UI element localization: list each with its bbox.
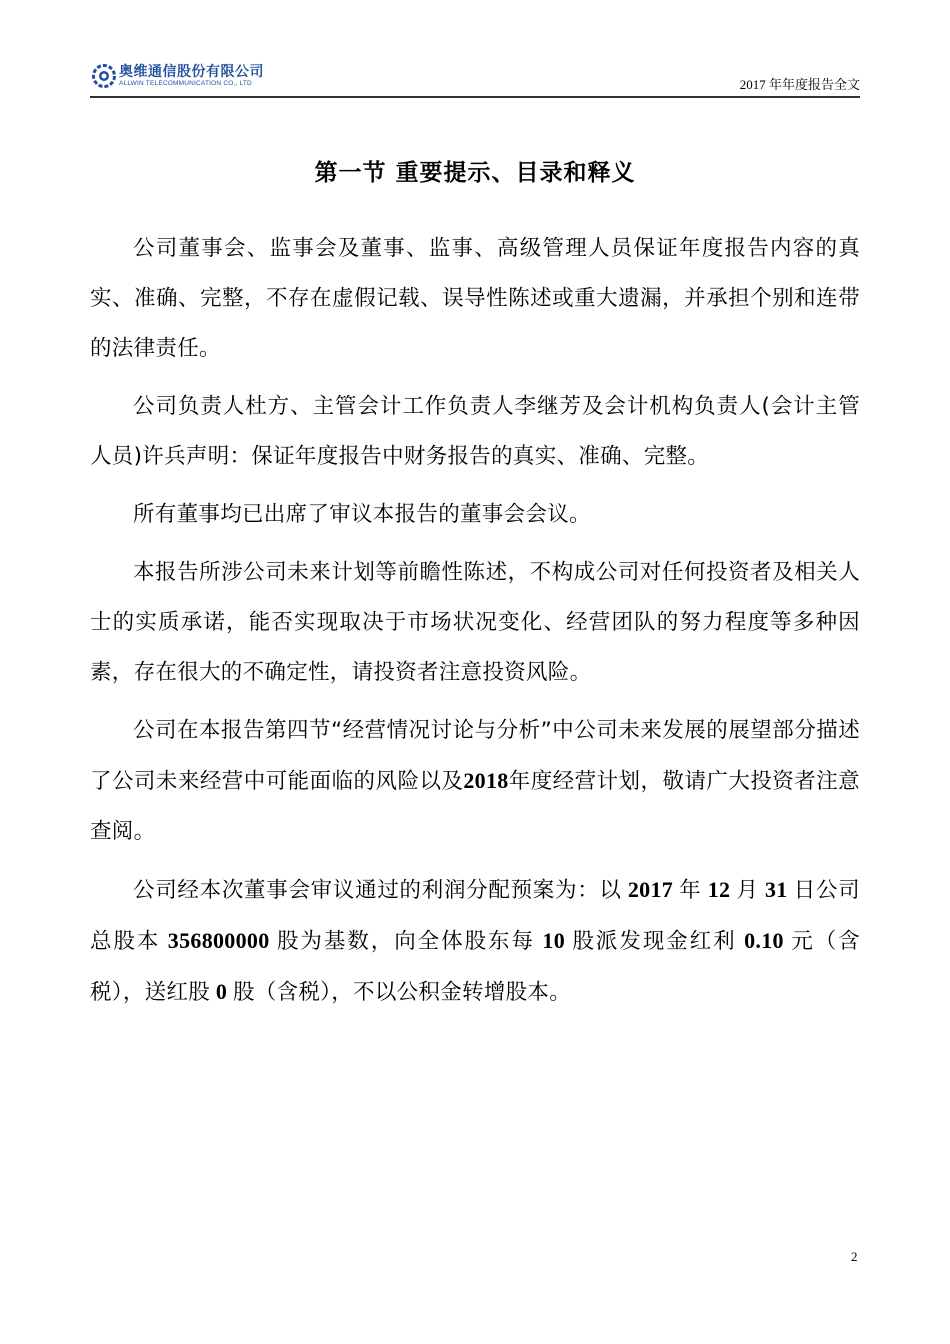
paragraph-text: 月: [736, 878, 759, 903]
paragraph-text: 公司董事会、监事会及董事、监事、高级管理人员保证年度报告内容的真实、准确、完整，不存在虚假记载、误导性陈述或重大遗漏，并承担个别和连带的法律责任。: [90, 236, 860, 361]
paragraph-text: 公司负责人杜方、主管会计工作负责人李继芳及会计机构负责人(会计主管人员)许兵声明：保证年度报告中财务报告的真实、准确、完整。: [90, 394, 860, 469]
paragraph: [90, 706, 860, 857]
company-logo: [92, 64, 264, 88]
bold-number: 0: [210, 979, 233, 1004]
bold-number: 31: [758, 877, 794, 902]
paragraph: [90, 865, 860, 1018]
paragraph: [90, 382, 860, 482]
paragraph-text: 元（含税），送红股: [90, 929, 860, 1005]
paragraph-text: 公司经本次董事会审议通过的利润分配预案为：以: [133, 878, 622, 903]
paragraph-text: 股（含税），不以公积金转增股本。: [232, 980, 572, 1005]
paragraph-text: 股派发现金红利: [572, 929, 737, 954]
paragraph-text: 日公司总股本: [90, 878, 860, 954]
paragraph: [90, 224, 860, 374]
paragraph-text: 所有董事均已出席了审议本报告的董事会会议。: [133, 502, 591, 527]
bold-number: 12: [701, 877, 737, 902]
company-name-en: ALLWIN TELECOMMUNICATION CO., LTD: [119, 80, 252, 87]
company-name-cn: 奥维通信股份有限公司: [119, 64, 264, 80]
document-body: [90, 224, 860, 1026]
paragraph-text: 年: [679, 878, 702, 903]
bold-number: 10: [534, 928, 573, 953]
bold-number: 2017: [621, 877, 680, 902]
paragraph: [90, 548, 860, 698]
page-header: [90, 62, 860, 96]
header-divider: [90, 96, 860, 98]
bold-number: 356800000: [160, 928, 277, 953]
paragraph-text: 本报告所涉公司未来计划等前瞻性陈述，不构成公司对任何投资者及相关人士的实质承诺，能否实现取决于市场状况变化、经营团队的努力程度等多种因素，存在很大的不确定性，请投资者注意投资风险。: [90, 560, 860, 685]
paragraph: [90, 490, 860, 540]
company-logo-icon: [92, 64, 116, 88]
document-title: 2017 年年度报告全文: [739, 77, 860, 92]
paragraph-text: 公司在本报告第四节“经营情况讨论与分析”中公司未来发展的展望部分描述了公司未来经营中可能面临的风险以及: [90, 718, 860, 794]
page-number: 2: [851, 1249, 858, 1264]
bold-number: 2018: [463, 768, 509, 793]
section-title: 第一节 重要提示、目录和释义: [314, 160, 636, 186]
bold-number: 0.10: [736, 928, 792, 953]
paragraph-text: 年度经营计划，敬请广大投资者注意查阅。: [90, 769, 860, 844]
paragraph-text: 股为基数，向全体股东每: [276, 929, 535, 954]
